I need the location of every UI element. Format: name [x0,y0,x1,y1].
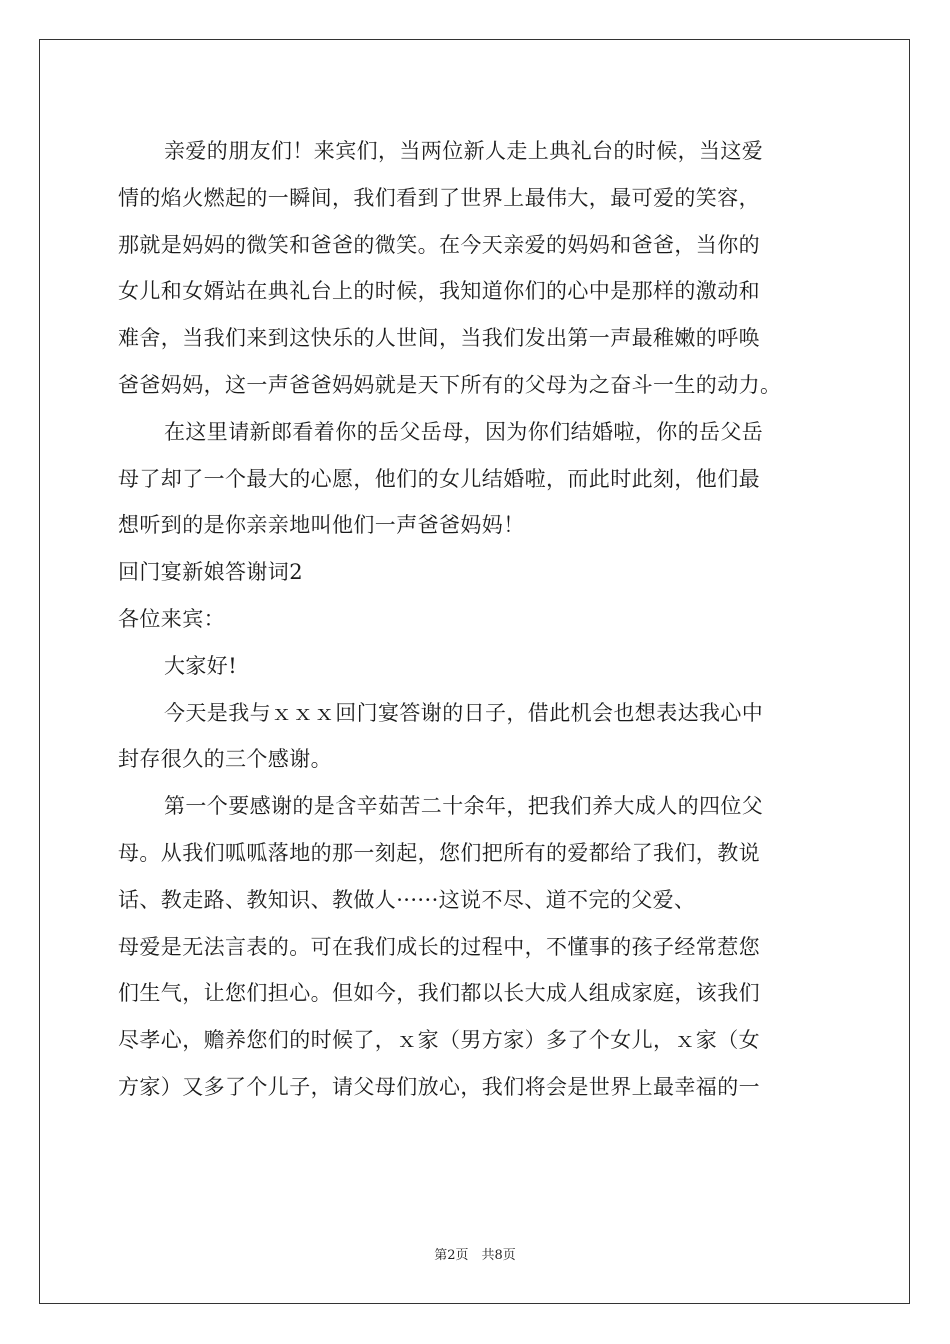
text-line: 尽孝心，赡养您们的时候了，ｘ家（男方家）多了个女儿，ｘ家（女 [118,1028,760,1053]
text-line: 想听到的是你亲亲地叫他们一声爸爸妈妈！ [118,513,525,538]
page-number-footer: 第2页 共8页 [434,1248,516,1263]
text-line: 方家）又多了个儿子，请父母们放心，我们将会是世界上最幸福的一 [118,1074,760,1099]
text-line: 母爱是无法言表的。可在我们成长的过程中，不懂事的孩子经常惹您 [118,934,760,959]
text-line: 第一个要感谢的是含辛茹苦二十余年，把我们养大成人的四位父 [164,794,764,819]
text-line: 话、教走路、教知识、教做人······这说不尽、道不完的父爱、 [118,887,696,912]
text-line: 那就是妈妈的微笑和爸爸的微笑。在今天亲爱的妈妈和爸爸，当你的 [118,232,760,257]
text-line: 母。从我们呱呱落地的那一刻起，您们把所有的爱都给了我们，教说 [118,840,760,865]
section-title: 回门宴新娘答谢词2 [118,560,303,585]
text-line: 母了却了一个最大的心愿，他们的女儿结婚啦，而此时此刻，他们最 [118,466,760,491]
text-line: 在这里请新郎看着你的岳父岳母，因为你们结婚啦，你的岳父岳 [164,419,764,444]
text-line: 们生气，让您们担心。但如今，我们都以长大成人组成家庭，该我们 [118,981,760,1006]
text-line: 难舍，当我们来到这快乐的人世间，当我们发出第一声最稚嫩的呼唤 [118,326,760,351]
salutation: 各位来宾： [118,606,225,631]
greeting: 大家好! [164,653,238,678]
text-line: 爸爸妈妈，这一声爸爸妈妈就是天下所有的父母为之奋斗一生的动力。 [118,372,782,397]
text-line: 封存很久的三个感谢。 [118,747,332,772]
text-line: 今天是我与ｘｘｘ回门宴答谢的日子，借此机会也想表达我心中 [164,700,764,725]
text-line: 女儿和女婿站在典礼台上的时候，我知道你们的心中是那样的激动和 [118,279,760,304]
text-line: 亲爱的朋友们！来宾们，当两位新人走上典礼台的时候，当这爱 [164,139,764,163]
document-body [118,128,858,1111]
text-line: 情的焰火燃起的一瞬间，我们看到了世界上最伟大，最可爱的笑容， [118,185,760,210]
